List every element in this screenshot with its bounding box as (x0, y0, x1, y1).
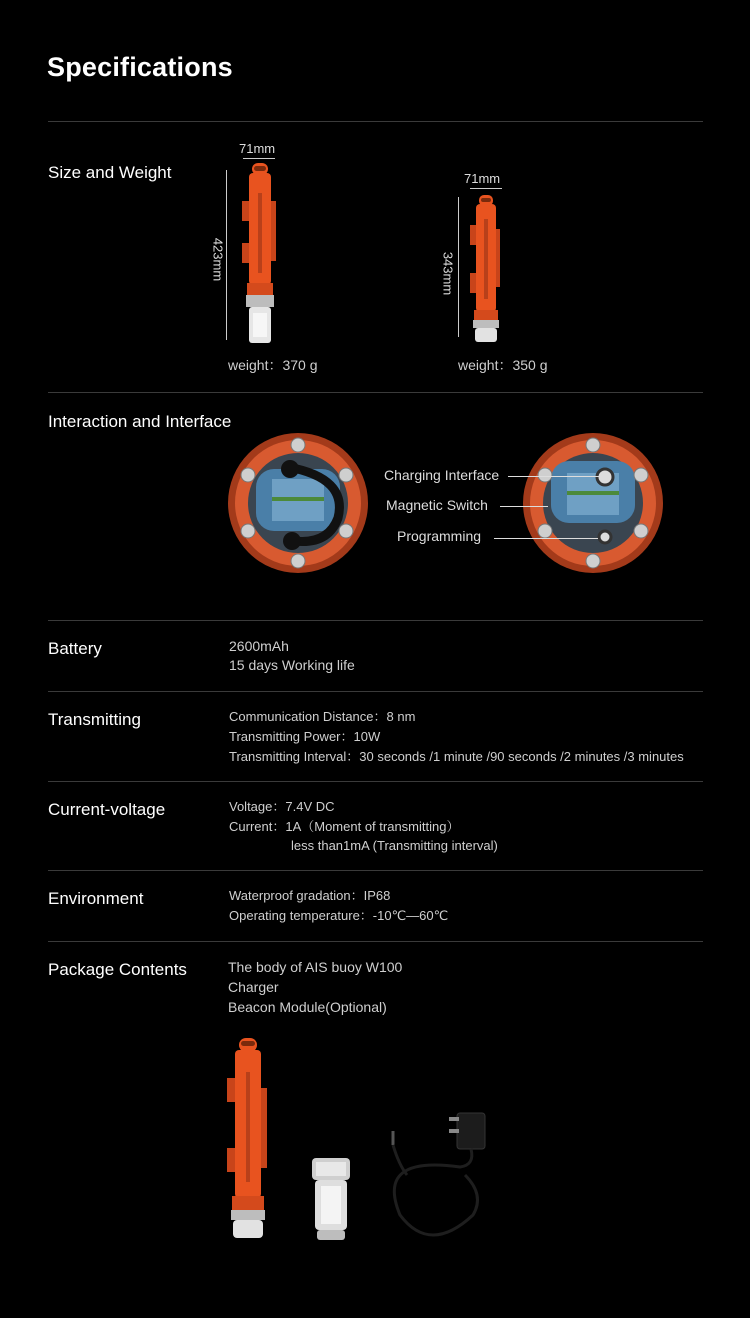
temperature-value: Operating temperature：-10℃—60℃ (229, 908, 449, 923)
callout-line (508, 476, 600, 477)
divider (48, 870, 703, 871)
device-a-width: 71mm (239, 141, 276, 156)
transmitting-distance: Communication Distance：8 nm (229, 709, 416, 724)
buoy-body-image (224, 1038, 272, 1242)
device-b-weight: weight：350 g (458, 357, 548, 373)
divider (48, 691, 703, 692)
buoy-bottom-view-closed (228, 433, 368, 573)
callout-line (494, 538, 598, 539)
waterproof-value: Waterproof gradation：IP68 (229, 888, 391, 903)
section-label-transmitting: Transmitting (48, 710, 141, 729)
package-item-beacon: Beacon Module(Optional) (228, 999, 387, 1015)
divider (48, 620, 703, 621)
buoy-long-image (240, 163, 280, 348)
section-label-size-weight: Size and Weight (48, 163, 172, 182)
section-label-battery: Battery (48, 639, 102, 658)
divider (48, 392, 703, 393)
device-b-height: 343mm (440, 251, 456, 296)
divider (48, 941, 703, 942)
device-a-height-line (226, 170, 227, 340)
callout-magnetic-switch: Magnetic Switch (386, 497, 488, 513)
current-value: Current：1A（Moment of transmitting） (229, 819, 460, 834)
battery-life: 15 days Working life (229, 657, 355, 673)
device-a-height: 423mm (210, 237, 226, 282)
device-b-width: 71mm (464, 171, 501, 186)
callout-programming: Programming (397, 528, 482, 544)
callout-charging-interface: Charging Interface (384, 467, 500, 483)
device-a-width-line (243, 158, 275, 159)
beacon-module-image (310, 1158, 352, 1242)
section-label-interface: Interaction and Interface (48, 412, 232, 431)
device-b-height-line (458, 197, 459, 337)
section-label-current-voltage: Current-voltage (48, 800, 166, 819)
buoy-short-image (468, 195, 504, 345)
device-b-width-line (470, 188, 502, 189)
charger-image (385, 1105, 495, 1245)
battery-capacity: 2600mAh (229, 638, 289, 654)
current-idle-value: less than1mA (Transmitting interval) (291, 838, 498, 853)
package-item-body: The body of AIS buoy W100 (228, 959, 403, 975)
transmitting-interval: Transmitting Interval：30 seconds /1 minute /90 seconds /2 minutes /3 minutes (229, 749, 684, 764)
divider (48, 781, 703, 782)
device-a-weight: weight：370 g (228, 357, 318, 373)
buoy-bottom-view-open (523, 433, 663, 573)
section-label-environment: Environment (48, 889, 144, 908)
transmitting-power: Transmitting Power：10W (229, 729, 381, 744)
package-item-charger: Charger (228, 979, 279, 995)
page-title: Specifications (47, 52, 233, 82)
voltage-value: Voltage：7.4V DC (229, 799, 335, 814)
callout-line (500, 506, 548, 507)
divider (48, 121, 703, 122)
section-label-package: Package Contents (48, 960, 187, 979)
